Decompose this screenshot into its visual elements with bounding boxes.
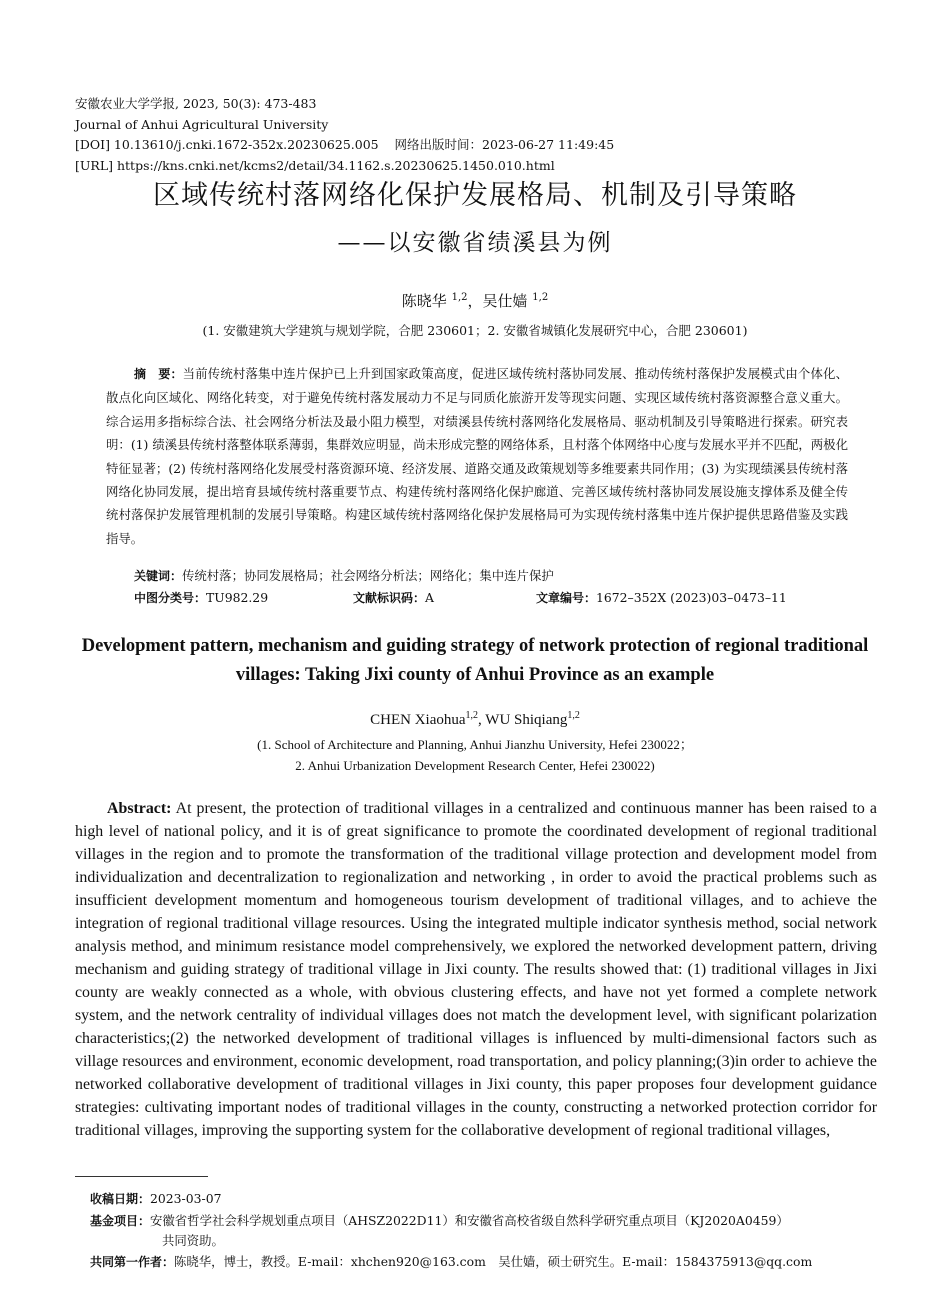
footnote-received [90, 1189, 880, 1209]
received-label: 收稿日期： [90, 1192, 151, 1206]
article-number-value: 1672–352X (2023)03–0473–11 [596, 590, 787, 605]
author-separator: , [478, 712, 486, 728]
abstract-en-text: At present, the protection of traditional villages in a centralized and continuous manner has been raised to a high level of national policy, and it is of great significance to promote the coordinated development of regional traditional villages in the region and to promote the transformation of the traditional village protection and development model from individualization and decentralization to regionalization and networking , in order to avoid the practical problems such as insufficient development momentum and homogeneous tourism development of traditional villages, and to achieve the integration of regional traditional village resources. Using the integrated multiple indicator synthesis method, social network analysis method, and minimum resistance model comprehensively, we explored the networked development pattern, driving mechanism and guiding strategy of traditional village in Jixi county. The results showed that: (1) traditional villages in Jixi county are weakly connected as a whole, with obvious clustering effects, and have not yet formed a complete network system, and the network centrality of individual villages does not match the development level, with significant polarization characteristics;(2) the networked development of traditional villages is influenced by multi-dimensional factors such as village resources and environment, economic development, road transportation, and policy planning;(3)in order to achieve the networked collaborative development of traditional villages in Jixi county, this paper proposes four development guidance strategies: cultivating important nodes of traditional villages in the county, constructing a networked protection corridor for traditional villages, improving the supporting system for the collaborative development of regional traditional villages, [75, 800, 877, 1139]
first-author-label: 共同第一作者： [90, 1255, 175, 1269]
fund-value-continued: 共同资助。 [162, 1233, 224, 1248]
footnote-divider [75, 1176, 208, 1177]
abstract-cn [106, 362, 848, 550]
affiliation-en-line: (1. School of Architecture and Planning, Anhui Jianzhu University, Hefei 230022； [257, 737, 693, 752]
fund-label: 基金项目： [90, 1214, 151, 1228]
subtitle-cn: ——以安徽省绩溪县为例 [337, 230, 613, 256]
authors-cn [0, 290, 950, 311]
abstract-cn-text: 当前传统村落集中连片保护已上升到国家政策高度，促进区域传统村落协同发展、推动传统村落保护发展模式由个体化、散点化向区域化、网络化转变，对于避免传统村落发展动力不足与同质化旅游开发等现实问题、实现区域传统村落资源整合意义重大。综合运用多指标综合法、社会网络分析法及最小阻力模型，对绩溪县传统村落网络化发展格局、驱动机制及引导策略进行探索。研究表明：(1) 绩溪县传统村落整体联系薄弱，集群效应明显，尚未形成完整的网络体系，且村落个体网络中心度与发展水平并不匹配，两极化特征显著；(2) 传统村落网络化发展受村落资源环境、经济发展、道路交通及政策规划等多维要素共同作用；(3) 为实现绩溪县传统村落网络化协同发展，提出培育县域传统村落重要节点、构建传统村落网络化保护廊道、完善区域传统村落协同发展设施支撑体系及健全传统村落保护发展管理机制的发展引导策略。构建区域传统村落网络化保护发展格局可为实现传统村落集中连片保护提供思路借鉴及实践指导。 [106, 366, 848, 546]
first-author-value: 陈晓华，博士，教授。E-mail：xhchen920@163.com 吴仕嫱，硕士研究生。E-mail：1584375913@qq.com [174, 1254, 813, 1269]
author-affil-marker: 1,2 [451, 292, 468, 303]
author-affil-marker: 1,2 [465, 710, 479, 721]
received-date: 2023-03-07 [150, 1191, 222, 1206]
clc-label: 中图分类号： [134, 591, 207, 605]
article-number [536, 589, 787, 606]
clc-number [134, 589, 268, 606]
abstract-en [75, 797, 877, 1142]
abstract-cn-label: 摘 要： [134, 367, 183, 381]
journal-name-en: Journal of Anhui Agricultural University [75, 116, 329, 132]
footnote-first-authors [90, 1252, 880, 1272]
title-en: Development pattern, mechanism and guiding strategy of network protection of regional traditional villages: Taking Jixi county of Anhui Province as an example [81, 636, 869, 685]
author-name: CHEN Xiaohua [370, 712, 466, 728]
author-name: WU Shiqiang [485, 712, 568, 728]
document-code [353, 589, 434, 606]
affiliation-en-line: 2. Anhui Urbanization Development Research Center, Hefei 230022) [295, 757, 655, 773]
author-separator: ， [467, 292, 483, 310]
article-number-label: 文章编号： [536, 591, 597, 605]
url-line: [URL] https://kns.cnki.net/kcms2/detail/34.1162.s.20230625.1450.010.html [75, 157, 555, 173]
keywords-cn [134, 566, 554, 584]
fund-value: 安徽省哲学社会科学规划重点项目（AHSZ2022D11）和安徽省高校省级自然科学研究重点项目（KJ2020A0459） [150, 1213, 789, 1228]
affiliations-cn: (1. 安徽建筑大学建筑与规划学院，合肥 230601；2. 安徽省城镇化发展研究中心，合肥 230601) [202, 323, 748, 338]
keywords-cn-text: 传统村落；协同发展格局；社会网络分析法；网络化；集中连片保护 [182, 568, 554, 583]
doi-line [75, 135, 614, 156]
journal-citation-cn: 安徽农业大学学报, 2023, 50(3): 473-483 [75, 96, 317, 111]
journal-header [75, 94, 614, 176]
clc-value: TU982.29 [206, 590, 269, 605]
author-name: 吴仕嫱 [482, 292, 528, 310]
doc-code-value: A [425, 590, 434, 605]
abstract-en-label: Abstract: [107, 800, 172, 817]
doi: [DOI] 10.13610/j.cnki.1672-352x.20230625.005 [75, 137, 379, 152]
author-affil-marker: 1,2 [532, 292, 549, 303]
authors-en [0, 710, 950, 729]
author-name: 陈晓华 [401, 292, 447, 310]
footnote-fund [90, 1211, 880, 1251]
affiliations-en [0, 735, 950, 776]
doc-code-label: 文献标识码： [353, 591, 426, 605]
title-cn: 区域传统村落网络化保护发展格局、机制及引导策略 [153, 180, 797, 211]
author-affil-marker: 1,2 [567, 710, 580, 721]
keywords-cn-label: 关键词： [134, 569, 183, 583]
online-publish-time: 网络出版时间：2023-06-27 11:49:45 [394, 137, 615, 152]
